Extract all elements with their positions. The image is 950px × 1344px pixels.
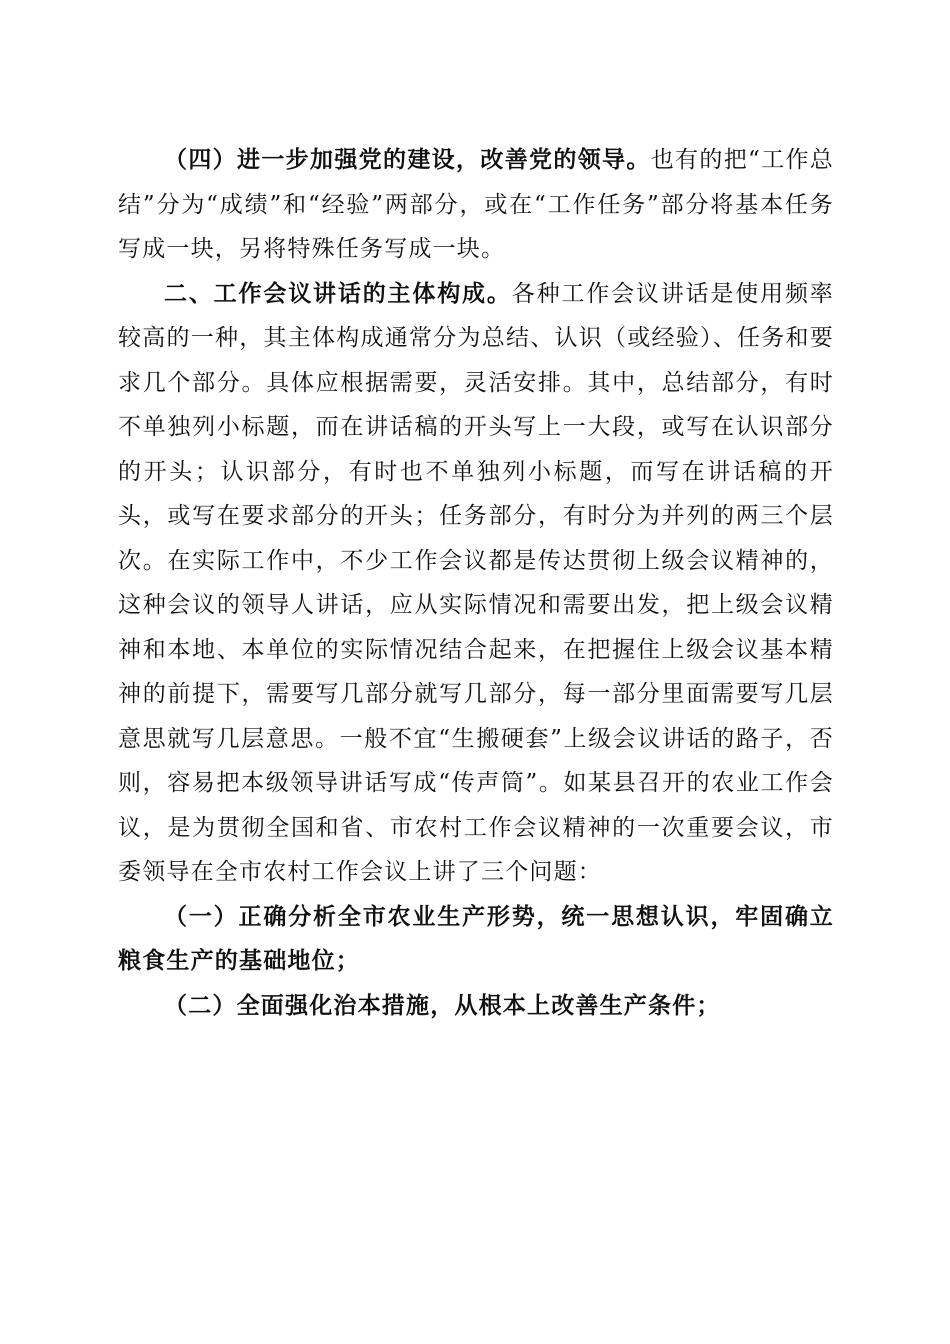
paragraph-body: 也有的把“工作总结”分为“成绩”和“经验”两部分，或在“工作任务”部分将基本任务写成一块，另将特殊任务写成一块。	[118, 147, 835, 262]
paragraph-heading: （四）进一步加强党的建设，改善党的领导。	[164, 146, 651, 173]
document-page	[118, 138, 834, 1028]
list-item-heading: （一）正确分析全市农业生产形势，统一思想认识，牢固确立粮食生产的基础地位；	[118, 902, 834, 974]
list-item-one	[118, 895, 834, 984]
list-item-heading: （二）全面强化治本措施，从根本上改善生产条件；	[164, 991, 721, 1019]
paragraph-body: 各种工作会议讲话是使用频率较高的一种，其主体构成通常分为总结、认识（或经验）、任务和要求几个部分。具体应根据需要，灵活安排。其中，总结部分，有时不单独列小标题，而在讲话稿的开头写上一大段，或写在认识部分的开头；认识部分，有时也不单独列小标题，而写在讲话稿的开头，或写在要求部分的开头；任务部分，有时分为并列的两三个层次。在实际工作中，不少工作会议都是传达贯彻上级会议精神的，这种会议的领导人讲话，应从实际情况和需要出发，把上级会议精神和本地、本单位的实际情况结合起来，在把握住上级会议基本精神的前提下，需要写几部分就写几部分，每一部分里面需要写几层意思就写几层意思。一般不宜“生搬硬套”上级会议讲话的路子，否则，容易把本级领导讲话写成“传声筒”。如某县召开的农业工作会议，是为贯彻全国和省、市农村工作会议精神的一次重要会议，市委领导在全市农村工作会议上讲了三个问题：	[118, 280, 834, 885]
list-item-two	[118, 984, 834, 1029]
section-heading: 二、工作会议讲话的主体构成。	[164, 279, 512, 307]
paragraph-meeting-speech-structure	[118, 272, 834, 895]
paragraph-party-building	[118, 138, 834, 272]
